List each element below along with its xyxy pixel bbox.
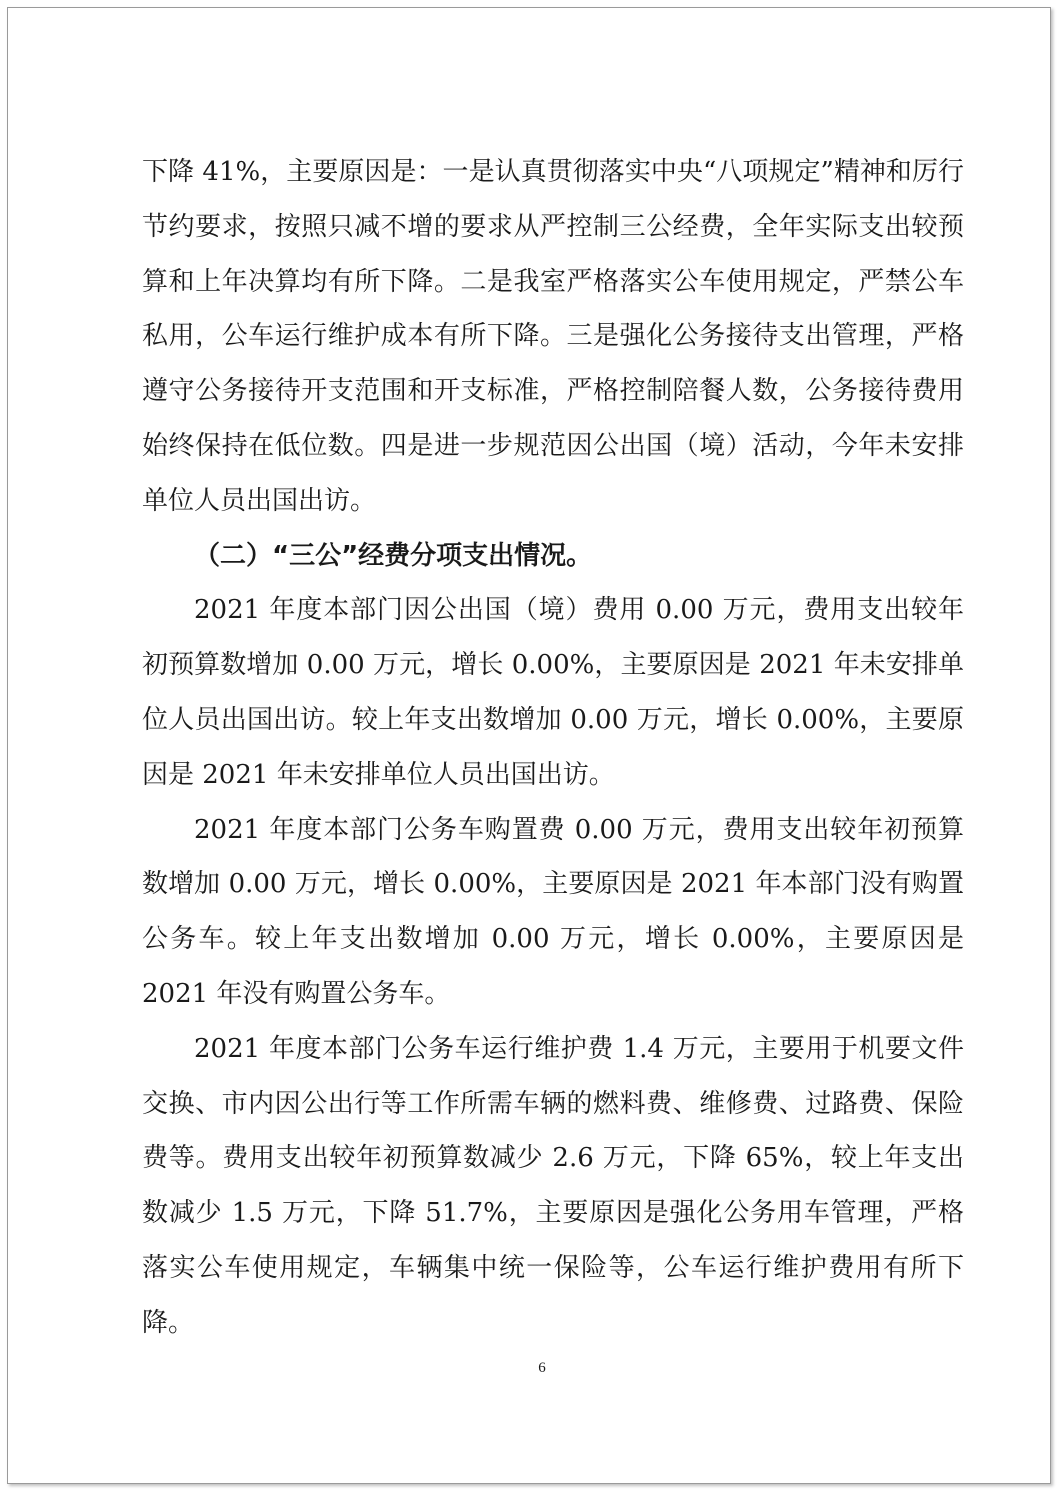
document-page [7,7,1051,1484]
paragraph-vehicle-maintenance: 2021 年度本部门公务车运行维护费 1.4 万元，主要用于机要文件交换、市内因公出行等工作所需车辆的燃料费、维修费、过路费、保险费等。费用支出较年初预算数减少 2.6 万元，下降 65%，较上年支出数减少 1.5 万元，下降 51.7%，主要原因是强化公务用车管理，严格落实公车使用规定，车辆集中统一保险等，公车运行维护费用有所下降。 [142,1033,964,1338]
page-number: 6 [538,1360,546,1376]
paragraph-overseas-travel: 2021 年度本部门因公出国（境）费用 0.00 万元，费用支出较年初预算数增加 0.00 万元，增长 0.00%，主要原因是 2021 年未安排单位人员出国出访。较上年支出数增加 0.00 万元，增长 0.00%，主要原因是 2021 年未安排单位人员出国出访。 [142,595,964,790]
section-heading: （二）“三公”经费分项支出情况。 [194,540,593,571]
document-body [142,145,964,1351]
paragraph-continuation: 下降 41%，主要原因是：一是认真贯彻落实中央“八项规定”精神和厉行节约要求，按照只减不增的要求从严控制三公经费，全年实际支出较预算和上年决算均有所下降。二是我室严格落实公车使用规定，严禁公车私用，公车运行维护成本有所下降。三是强化公务接待支出管理，严格遵守公务接待开支范围和开支标准，严格控制陪餐人数，公务接待费用始终保持在低位数。四是进一步规范因公出国（境）活动，今年未安排单位人员出国出访。 [142,157,964,516]
paragraph-vehicle-purchase: 2021 年度本部门公务车购置费 0.00 万元，费用支出较年初预算数增加 0.00 万元，增长 0.00%，主要原因是 2021 年本部门没有购置公务车。较上年支出数增加 0.00 万元，增长 0.00%，主要原因是 2021 年没有购置公务车。 [142,814,964,1009]
